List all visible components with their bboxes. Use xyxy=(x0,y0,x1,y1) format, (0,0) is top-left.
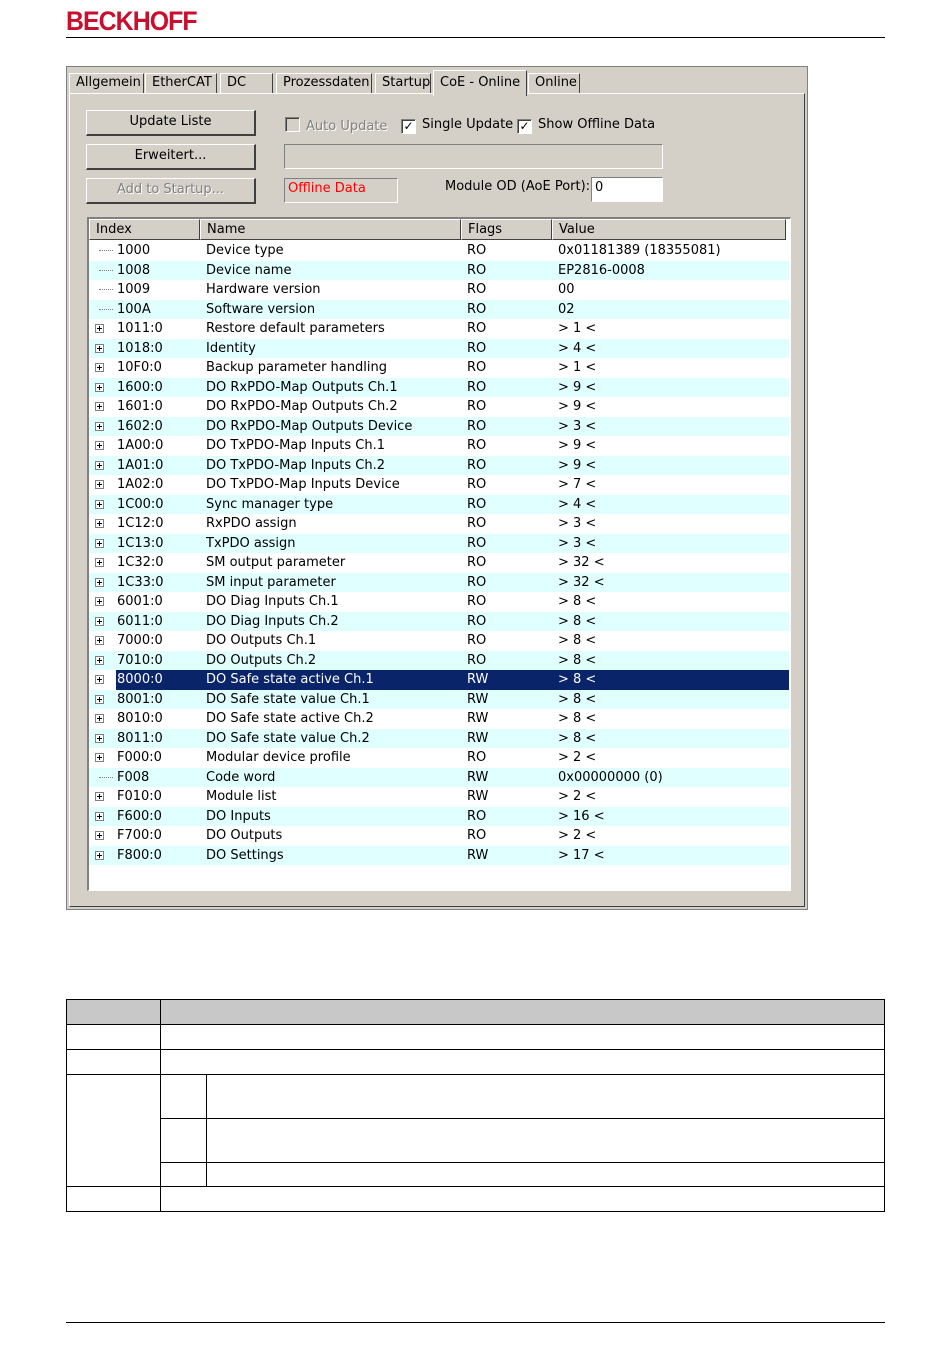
table-cell xyxy=(161,1163,207,1187)
row-name: TxPDO assign xyxy=(206,535,296,551)
table-cell xyxy=(207,1163,885,1187)
row-value: > 2 < xyxy=(558,789,597,804)
row-name: SM input parameter xyxy=(206,574,336,590)
row-name: DO Safe state active Ch.2 xyxy=(206,711,374,726)
row-index: F000:0 xyxy=(117,750,162,765)
expand-icon[interactable] xyxy=(95,344,104,353)
expand-icon[interactable] xyxy=(95,792,104,801)
list-item[interactable] xyxy=(89,612,789,632)
list-item[interactable] xyxy=(89,280,789,300)
row-index: 1008 xyxy=(117,262,151,278)
table-cell xyxy=(161,1075,207,1119)
tab-ethercat[interactable]: EtherCAT xyxy=(145,73,217,93)
table-cell xyxy=(161,1119,207,1163)
row-index: F800:0 xyxy=(117,847,162,863)
row-index: F700:0 xyxy=(117,828,162,843)
show-offline-data-label: Show Offline Data xyxy=(538,117,656,132)
list-item[interactable] xyxy=(89,748,789,768)
column-header-index[interactable]: Index xyxy=(89,219,200,240)
expand-icon[interactable] xyxy=(95,402,104,411)
row-name: DO RxPDO-Map Outputs Ch.2 xyxy=(206,399,398,414)
row-index: 1600:0 xyxy=(117,379,163,395)
row-index: 1C32:0 xyxy=(117,555,164,570)
row-value: EP2816-0008 xyxy=(558,262,645,278)
row-flags: RO xyxy=(467,613,487,629)
tab-allgemein[interactable]: Allgemein xyxy=(69,73,144,93)
row-flags: RO xyxy=(467,321,487,336)
single-update-label: Single Update xyxy=(422,117,514,132)
row-index: 1011:0 xyxy=(117,321,163,336)
row-value: > 8 < xyxy=(558,691,597,707)
list-item[interactable] xyxy=(89,729,789,749)
advanced-button[interactable]: Erweitert... xyxy=(86,144,256,170)
row-value: > 2 < xyxy=(558,750,597,765)
table-row xyxy=(67,1163,885,1187)
expand-icon[interactable] xyxy=(95,363,104,372)
table-row xyxy=(67,1187,885,1212)
list-item[interactable] xyxy=(89,436,789,456)
row-name: DO Safe state value Ch.2 xyxy=(206,730,370,746)
table-cell xyxy=(161,1187,885,1212)
column-header-flags[interactable]: Flags xyxy=(461,219,552,240)
check-icon: ✓ xyxy=(401,119,416,134)
row-flags: RW xyxy=(467,711,489,726)
info-field xyxy=(284,144,663,169)
row-value: 00 xyxy=(558,282,575,297)
row-value: > 9 < xyxy=(558,399,597,414)
row-flags: RO xyxy=(467,808,487,824)
row-flags: RW xyxy=(467,691,489,707)
row-index: 1C13:0 xyxy=(117,535,164,551)
row-flags: RO xyxy=(467,828,487,843)
row-index: 1000 xyxy=(117,243,151,258)
row-flags: RO xyxy=(467,496,487,512)
tab-startup[interactable]: Startup xyxy=(375,73,431,93)
row-name: Device name xyxy=(206,262,292,278)
row-index: 1C00:0 xyxy=(117,496,164,512)
tab-online[interactable]: Online xyxy=(528,73,580,93)
tree-line-icon xyxy=(99,289,113,290)
list-item[interactable] xyxy=(89,300,789,320)
list-item[interactable] xyxy=(89,319,789,339)
expand-icon[interactable] xyxy=(95,636,104,645)
row-flags: RO xyxy=(467,457,487,473)
list-item[interactable] xyxy=(89,456,789,476)
list-item[interactable] xyxy=(89,378,789,398)
row-name: DO Inputs xyxy=(206,808,271,824)
list-item[interactable] xyxy=(89,768,789,788)
row-index: 1C12:0 xyxy=(117,516,164,531)
expand-icon[interactable] xyxy=(95,812,104,821)
row-flags: RO xyxy=(467,399,487,414)
status-text: Offline Data xyxy=(288,181,366,196)
tree-line-icon xyxy=(99,777,113,778)
tree-line-icon xyxy=(99,309,113,310)
row-flags: RO xyxy=(467,379,487,395)
show-offline-data-checkbox[interactable] xyxy=(517,117,655,134)
table-cell xyxy=(161,1025,885,1050)
auto-update-checkbox[interactable] xyxy=(285,117,387,135)
table-row xyxy=(67,1119,885,1163)
row-name: SM output parameter xyxy=(206,555,346,570)
table-header-row xyxy=(67,1000,885,1025)
row-value: > 3 < xyxy=(558,535,597,551)
list-item[interactable] xyxy=(89,241,789,261)
coe-online-dialog xyxy=(66,66,808,910)
row-name: DO RxPDO-Map Outputs Device xyxy=(206,418,413,434)
list-item[interactable] xyxy=(89,573,789,593)
row-index: 1A02:0 xyxy=(117,477,164,492)
table-row xyxy=(67,1025,885,1050)
row-index: 8000:0 xyxy=(117,672,163,687)
row-value: > 2 < xyxy=(558,828,597,843)
list-item[interactable] xyxy=(89,358,789,378)
row-flags: RW xyxy=(467,672,489,687)
row-index: 8001:0 xyxy=(117,691,163,707)
row-value: > 4 < xyxy=(558,340,597,356)
expand-icon[interactable] xyxy=(95,539,104,548)
row-index: 1018:0 xyxy=(117,340,163,356)
expand-icon[interactable] xyxy=(95,441,104,450)
list-item[interactable] xyxy=(89,417,789,437)
row-name: Device type xyxy=(206,243,284,258)
expand-icon[interactable] xyxy=(95,480,104,489)
row-flags: RO xyxy=(467,282,487,297)
row-flags: RO xyxy=(467,243,487,258)
row-name: DO Diag Inputs Ch.1 xyxy=(206,594,339,609)
tree-line-icon xyxy=(99,250,113,251)
list-item[interactable] xyxy=(89,826,789,846)
expand-icon[interactable] xyxy=(95,753,104,762)
table-cell xyxy=(207,1119,885,1163)
list-item[interactable] xyxy=(89,690,789,710)
row-index: 7000:0 xyxy=(117,633,163,648)
row-index: 1601:0 xyxy=(117,399,163,414)
row-flags: RO xyxy=(467,652,487,668)
list-item[interactable] xyxy=(89,475,789,495)
row-flags: RO xyxy=(467,555,487,570)
row-flags: RO xyxy=(467,535,487,551)
list-rows xyxy=(89,241,789,865)
row-name: DO Settings xyxy=(206,847,284,863)
footer-rule xyxy=(66,1322,885,1323)
row-index: F008 xyxy=(117,769,150,785)
row-flags: RW xyxy=(467,730,489,746)
row-name: DO TxPDO-Map Inputs Device xyxy=(206,477,400,492)
row-value: 02 xyxy=(558,301,575,317)
row-index: F600:0 xyxy=(117,808,162,824)
row-value: > 17 < xyxy=(558,847,605,863)
row-value: > 8 < xyxy=(558,711,597,726)
single-update-checkbox[interactable] xyxy=(401,117,513,134)
row-value: > 1 < xyxy=(558,360,597,375)
expand-icon[interactable] xyxy=(95,695,104,704)
expand-icon[interactable] xyxy=(95,578,104,587)
table-row xyxy=(67,1050,885,1075)
row-name: RxPDO assign xyxy=(206,516,297,531)
object-dictionary-list[interactable] xyxy=(87,217,791,891)
list-item[interactable] xyxy=(89,846,789,866)
row-name: DO Safe state active Ch.1 xyxy=(206,672,374,687)
expand-icon[interactable] xyxy=(95,558,104,567)
row-flags: RO xyxy=(467,594,487,609)
row-flags: RO xyxy=(467,516,487,531)
row-value: > 32 < xyxy=(558,555,605,570)
row-flags: RO xyxy=(467,574,487,590)
expand-icon[interactable] xyxy=(95,734,104,743)
expand-icon[interactable] xyxy=(95,500,104,509)
list-item[interactable] xyxy=(89,631,789,651)
row-name: Restore default parameters xyxy=(206,321,385,336)
row-index: F010:0 xyxy=(117,789,162,804)
row-value: > 9 < xyxy=(558,457,597,473)
row-value: > 8 < xyxy=(558,672,597,687)
row-value: > 16 < xyxy=(558,808,605,824)
expand-icon[interactable] xyxy=(95,675,104,684)
tab-dc[interactable]: DC xyxy=(220,73,273,93)
row-index: 1C33:0 xyxy=(117,574,164,590)
beckhoff-logo: BECKHOFF xyxy=(66,6,197,36)
description-table xyxy=(66,999,885,1212)
list-item[interactable] xyxy=(89,670,789,690)
row-flags: RO xyxy=(467,301,487,317)
tab-coe-online[interactable]: CoE - Online xyxy=(433,70,527,96)
expand-icon[interactable] xyxy=(95,851,104,860)
row-flags: RO xyxy=(467,418,487,434)
row-flags: RO xyxy=(467,750,487,765)
expand-icon[interactable] xyxy=(95,597,104,606)
row-name: DO TxPDO-Map Inputs Ch.2 xyxy=(206,457,385,473)
row-value: 0x01181389 (18355081) xyxy=(558,243,721,258)
table-cell xyxy=(67,1025,161,1050)
row-value: > 3 < xyxy=(558,418,597,434)
list-item[interactable] xyxy=(89,397,789,417)
row-value: > 8 < xyxy=(558,730,597,746)
row-name: DO Safe state value Ch.1 xyxy=(206,691,370,707)
row-flags: RW xyxy=(467,769,489,785)
table-cell xyxy=(207,1075,885,1119)
row-index: 6011:0 xyxy=(117,613,163,629)
row-name: Identity xyxy=(206,340,256,356)
row-flags: RO xyxy=(467,477,487,492)
row-name: DO Outputs Ch.2 xyxy=(206,652,317,668)
row-name: Modular device profile xyxy=(206,750,351,765)
expand-icon[interactable] xyxy=(95,461,104,470)
list-item[interactable] xyxy=(89,651,789,671)
row-index: 8011:0 xyxy=(117,730,163,746)
list-item[interactable] xyxy=(89,534,789,554)
row-value: > 3 < xyxy=(558,516,597,531)
list-item[interactable] xyxy=(89,553,789,573)
list-item[interactable] xyxy=(89,807,789,827)
row-value: > 32 < xyxy=(558,574,605,590)
row-value: > 8 < xyxy=(558,594,597,609)
expand-icon[interactable] xyxy=(95,383,104,392)
module-od-label: Module OD (AoE Port): xyxy=(445,179,591,194)
row-name: Hardware version xyxy=(206,282,321,297)
row-value: > 8 < xyxy=(558,633,597,648)
module-od-value: 0 xyxy=(595,180,604,195)
row-name: Software version xyxy=(206,301,316,317)
row-index: 6001:0 xyxy=(117,594,163,609)
row-value: > 4 < xyxy=(558,496,597,512)
row-name: DO Outputs Ch.1 xyxy=(206,633,317,648)
row-name: Code word xyxy=(206,769,276,785)
row-flags: RO xyxy=(467,340,487,356)
add-to-startup-button[interactable]: Add to Startup... xyxy=(86,178,256,204)
row-flags: RO xyxy=(467,633,487,648)
row-index: 1A01:0 xyxy=(117,457,164,473)
expand-icon[interactable] xyxy=(95,422,104,431)
list-item[interactable] xyxy=(89,495,789,515)
row-index: 1602:0 xyxy=(117,418,163,434)
expand-icon[interactable] xyxy=(95,656,104,665)
auto-update-label: Auto Update xyxy=(306,119,388,134)
table-cell xyxy=(67,1187,161,1212)
row-index: 10F0:0 xyxy=(117,360,162,375)
expand-icon[interactable] xyxy=(95,617,104,626)
expand-icon[interactable] xyxy=(95,324,104,333)
list-item[interactable] xyxy=(89,339,789,359)
tab-prozessdaten[interactable]: Prozessdaten xyxy=(276,73,372,93)
row-name: DO RxPDO-Map Outputs Ch.1 xyxy=(206,379,398,395)
row-index: 1009 xyxy=(117,282,151,297)
list-item[interactable] xyxy=(89,592,789,612)
row-flags: RW xyxy=(467,789,489,804)
row-name: DO Outputs xyxy=(206,828,283,843)
expand-icon[interactable] xyxy=(95,519,104,528)
row-name: Sync manager type xyxy=(206,496,334,512)
row-name: DO TxPDO-Map Inputs Ch.1 xyxy=(206,438,385,453)
table-cell xyxy=(67,1000,161,1025)
update-list-button[interactable]: Update Liste xyxy=(86,110,256,136)
row-flags: RW xyxy=(467,847,489,863)
row-index: 8010:0 xyxy=(117,711,163,726)
row-value: > 1 < xyxy=(558,321,597,336)
expand-icon[interactable] xyxy=(95,831,104,840)
row-flags: RO xyxy=(467,262,487,278)
row-value: > 7 < xyxy=(558,477,597,492)
module-od-input[interactable] xyxy=(591,177,663,202)
row-index: 7010:0 xyxy=(117,652,163,668)
status-field xyxy=(284,178,398,203)
row-name: Module list xyxy=(206,789,277,804)
table-cell xyxy=(67,1050,161,1075)
row-value: > 9 < xyxy=(558,379,597,395)
row-value: 0x00000000 (0) xyxy=(558,769,663,785)
row-name: DO Diag Inputs Ch.2 xyxy=(206,613,339,629)
row-index: 1A00:0 xyxy=(117,438,164,453)
row-name: Backup parameter handling xyxy=(206,360,387,375)
expand-icon[interactable] xyxy=(95,714,104,723)
checkbox-box xyxy=(285,117,300,132)
list-item[interactable] xyxy=(89,709,789,729)
table-cell xyxy=(161,1000,885,1025)
row-value: > 8 < xyxy=(558,613,597,629)
list-item[interactable] xyxy=(89,787,789,807)
tree-line-icon xyxy=(99,270,113,271)
table-cell xyxy=(67,1075,161,1187)
row-flags: RO xyxy=(467,438,487,453)
row-value: > 9 < xyxy=(558,438,597,453)
row-flags: RO xyxy=(467,360,487,375)
row-index: 100A xyxy=(117,301,151,317)
row-value: > 8 < xyxy=(558,652,597,668)
table-cell xyxy=(161,1050,885,1075)
table-row xyxy=(67,1075,885,1119)
list-item[interactable] xyxy=(89,261,789,281)
list-item[interactable] xyxy=(89,514,789,534)
check-icon: ✓ xyxy=(517,119,532,134)
column-header-value[interactable]: Value xyxy=(552,219,786,240)
header-rule xyxy=(66,37,885,38)
column-header-name[interactable]: Name xyxy=(200,219,461,240)
